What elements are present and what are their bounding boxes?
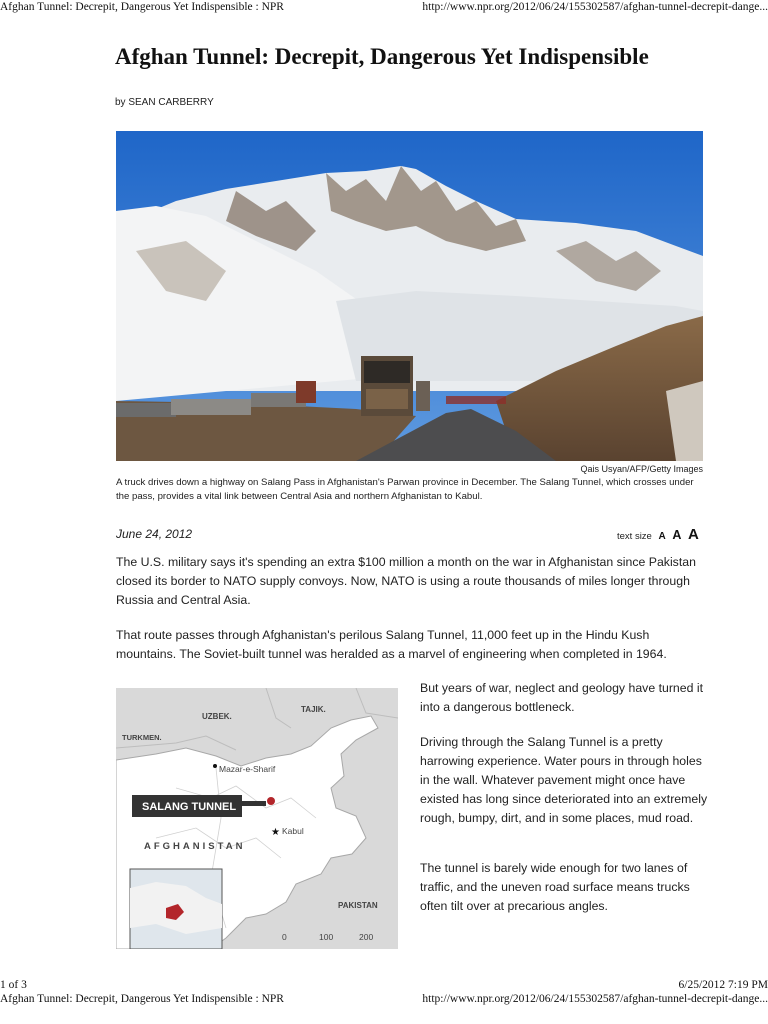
- map-label-mazar: Mazar-e-Sharif: [219, 764, 276, 774]
- page-number: 1 of 3: [0, 979, 27, 991]
- scale-tick: 200: [359, 932, 374, 942]
- map-label-pakistan: PAKISTAN: [338, 901, 378, 910]
- print-header-url-repeat[interactable]: http://www.npr.org/2012/06/24/155302587/afghan-tunnel-decrepit-dange...: [422, 993, 768, 1005]
- map-label-afghanistan: AFGHANISTAN: [144, 841, 246, 852]
- text-size-medium-button[interactable]: A: [672, 528, 682, 542]
- print-header-url[interactable]: http://www.npr.org/2012/06/24/155302587/afghan-tunnel-decrepit-dange...: [422, 1, 768, 13]
- article-title: Afghan Tunnel: Decrepit, Dangerous Yet Indispensible: [115, 44, 649, 69]
- photo-caption: A truck drives down a highway on Salang Pass in Afghanistan's Parwan province in December. The Salang Tunnel, which crosses under the pass, provides a vital link between Central Asia and northern Afghanistan to Kabul.: [116, 477, 694, 502]
- article-paragraph: That route passes through Afghanistan's perilous Salang Tunnel, 11,000 feet up in the Hindu Kush mountains. The Soviet-built tunnel was heralded as a marvel of engineering when completed in 1964.: [116, 628, 667, 661]
- text-size-small-button[interactable]: A: [658, 531, 666, 542]
- article-paragraph: The U.S. military says it's spending an extra $100 million a month on the war in Afghanistan since Pakistan closed its border to NATO supply convoys. Now, NATO is using a route thousands of miles longer through Russia and Central Asia.: [116, 555, 696, 607]
- text-size-large-button[interactable]: A: [688, 526, 699, 543]
- text-size-control: [617, 526, 699, 543]
- map-label-kabul: Kabul: [282, 826, 304, 836]
- text-size-label: text size: [617, 531, 652, 542]
- article-photo: [116, 131, 703, 461]
- article-paragraph: The tunnel is barely wide enough for two lanes of traffic, and the uneven road surface means trucks often tilt over at precarious angles.: [420, 861, 690, 913]
- article-date: June 24, 2012: [116, 527, 193, 541]
- article-paragraph: But years of war, neglect and geology have turned it into a dangerous bottleneck.: [420, 681, 704, 714]
- photo-credit: Qais Usyan/AFP/Getty Images: [580, 464, 703, 474]
- article-byline[interactable]: by SEAN CARBERRY: [115, 97, 214, 108]
- print-header-title: Afghan Tunnel: Decrepit, Dangerous Yet Indispensible : NPR: [0, 1, 284, 13]
- map-label-salang: SALANG TUNNEL: [142, 801, 237, 813]
- kabul-star-icon: ★: [271, 827, 280, 838]
- print-header-title-repeat: Afghan Tunnel: Decrepit, Dangerous Yet Indispensible : NPR: [0, 993, 284, 1005]
- salang-marker: [267, 797, 275, 805]
- article-paragraph: Driving through the Salang Tunnel is a pretty harrowing experience. Water pours in through holes in the wall. Whatever pavement might once have existed has long since deteriorated into an extremely rough, bumpy, dirt, and in some places, mud road.: [420, 735, 708, 825]
- salang-tunnel-map: [116, 688, 398, 949]
- map-label-turkmen: TURKMEN.: [122, 733, 162, 742]
- mazar-dot: [213, 764, 217, 768]
- scale-tick: 100: [319, 932, 334, 942]
- scale-tick: 0: [282, 932, 287, 942]
- map-label-uzbek: UZBEK.: [202, 712, 232, 721]
- print-timestamp: 6/25/2012 7:19 PM: [678, 979, 768, 991]
- map-label-tajik: TAJIK.: [301, 705, 326, 714]
